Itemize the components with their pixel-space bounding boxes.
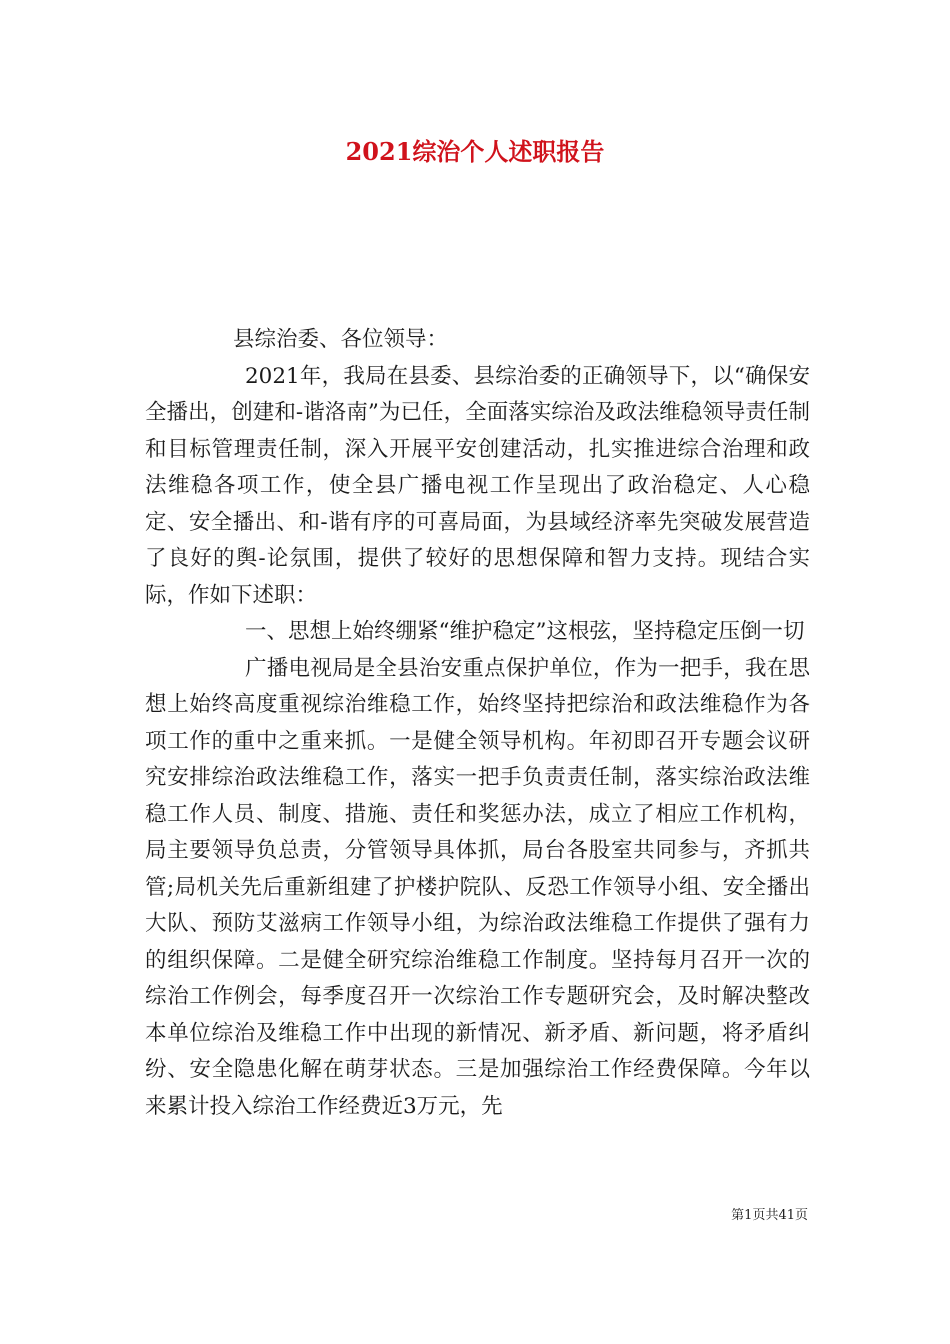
paragraph-intro: 2021年，我局在县委、县综治委的正确领导下，以“确保安全播出，创建和-谐洛南”为已任，全面落实综治及政法维稳领导责任制和目标管理责任制，深入开展平安创建活动，扎实推进综合治理和政法维稳各项工作，使全县广播电视工作呈现出了政治稳定、人心稳定、安全播出、和-谐有序的可喜局面，为县域经济率先突破发展营造了良好的舆-论氛围，提供了较好的思想保障和智力支持。现结合实际，作如下述职： [145,363,810,608]
document-body [145,322,810,1125]
document-title: 2021综治个人述职报告 [345,137,605,166]
page-number: 第1页共41页 [731,1208,808,1223]
section-heading-1: 一、思想上始终绷紧“维护稳定”这根弦，坚持稳定压倒一切 [245,619,805,644]
paragraph-section-1: 广播电视局是全县治安重点保护单位，作为一把手，我在思想上始终高度重视综治维稳工作，始终坚持把综治和政法维稳作为各项工作的重中之重来抓。一是健全领导机构。年初即召开专题会议研究安排综治政法维稳工作，落实一把手负责责任制，落实综治政法维稳工作人员、制度、措施、责任和奖惩办法，成立了相应工作机构，局主要领导负总责，分管领导具体抓，局台各股室共同参与，齐抓共管;局机关先后重新组建了护楼护院队、反恐工作领导小组、安全播出大队、预防艾滋病工作领导小组，为综治政法维稳工作提供了强有力的组织保障。二是健全研究综治维稳工作制度。坚持每月召开一次的综治工作例会，每季度召开一次综治工作专题研究会，及时解决整改本单位综治及维稳工作中出现的新情况、新矛盾、新问题，将矛盾纠纷、安全隐患化解在萌芽状态。三是加强综治工作经费保障。今年以来累计投入综治工作经费近3万元，先 [145,655,810,1119]
salutation: 县综治委、各位领导： [233,327,449,352]
